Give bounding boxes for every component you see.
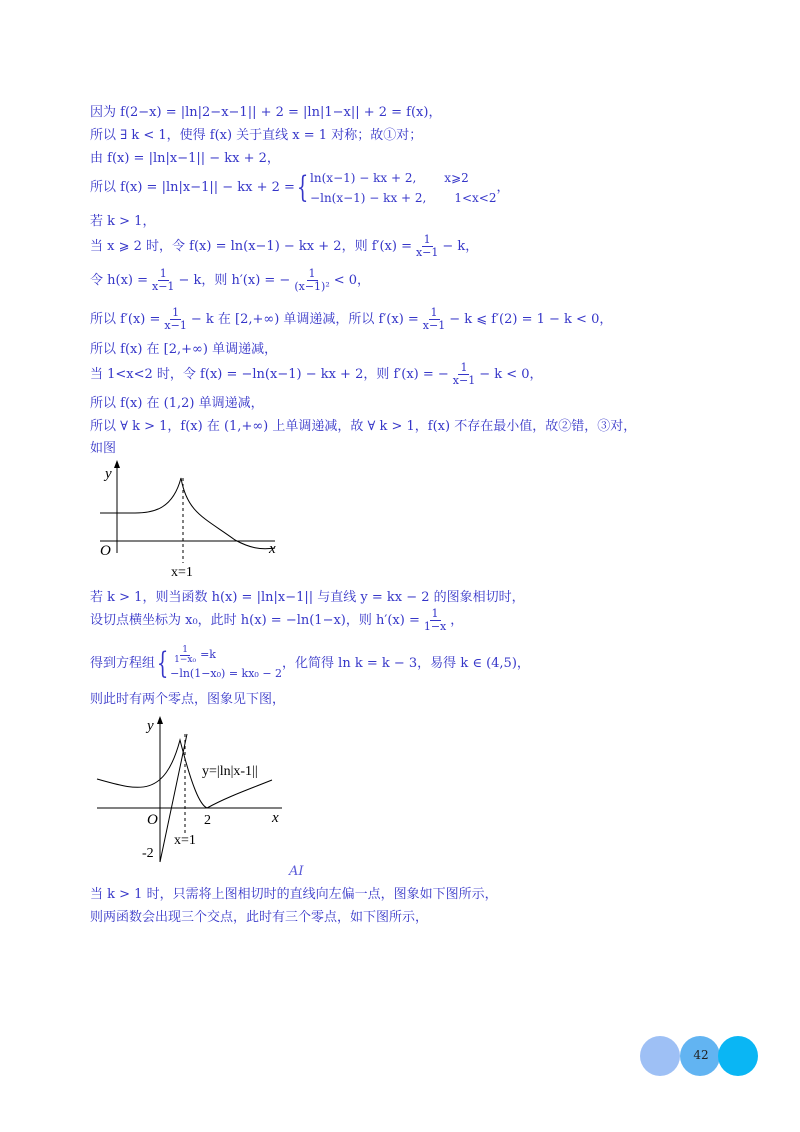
y-axis-arrow	[157, 716, 163, 724]
tick-2-label: 2	[204, 813, 211, 828]
y-label: y	[147, 718, 154, 734]
text-line-12: 所以 ∀ k > 1，f(x) 在 (1,+∞) 上单调递减，故 ∀ k > 1，f(x) 不存在最小值，故②错，③对，	[90, 419, 637, 434]
text-line-6: 当 x ⩾ 2 时，令 f(x) = ln(x−1) − kx + 2，则 f′(x) = $\frac{1}{x-1}$ − k，	[90, 233, 479, 259]
text-line-17: 则此时有两个零点，图象见下图，	[90, 692, 286, 707]
text-line-5: 若 k > 1，	[90, 214, 156, 229]
piecewise-cases: ln(x−1) − kx + 2, x⩾2 −ln(x−1) − kx + 2, 1<x<2	[310, 171, 497, 205]
graph-2	[92, 712, 292, 867]
y-axis-arrow	[114, 460, 120, 468]
page-number: 42	[693, 1048, 709, 1062]
text-line-19: 则两函数会出现三个交点，此时有三个零点，如下图所示，	[90, 910, 429, 925]
text-line-13: 如图	[90, 441, 117, 456]
tick-minus2-label: -2	[142, 846, 154, 861]
text-line-15: 设切点横坐标为 x₀，此时 h(x) = −ln(1−x)，则 h′(x) = $\frac{1}{1-x}$ ，	[90, 607, 464, 633]
x-label: x	[272, 810, 279, 826]
function-curve	[100, 478, 275, 549]
x-label: x	[269, 541, 276, 557]
origin-label: O	[147, 812, 158, 828]
text-line-3: 由 f(x) = |ln|x−1|| − kx + 2，	[90, 151, 280, 166]
page-circle-3	[718, 1036, 758, 1076]
vline-label: x=1	[174, 833, 196, 848]
text-line-16: 得到方程组 { $\frac{1}{\text{1−x₀}}$ =k −ln(1−x₀) = kx₀ − 2 ，化简得 ln k = k − 3，易得 k ∈ (4,5)，	[90, 644, 530, 681]
page-circle-1	[640, 1036, 680, 1076]
text-line-1: 因为 f(2−x) = |ln|2−x−1|| + 2 = |ln|1−x|| + 2 = f(x)，	[90, 105, 442, 120]
graph-1	[95, 458, 295, 588]
y-label: y	[105, 466, 112, 482]
text-line-11: 所以 f(x) 在 (1,2) 单调递减，	[90, 396, 264, 411]
origin-label: O	[100, 543, 111, 559]
vline-label: x=1	[171, 565, 193, 580]
text-line-7: 令 h(x) = $\frac{1}{x-1}$ − k，则 h′(x) = − $\frac{1}{\text{(x−1)²}}$ < 0，	[90, 267, 371, 293]
text-line-8: 所以 f′(x) = $\frac{1}{x-1}$ − k 在 [2,+∞) 单调递减，所以 f′(x) = $\frac{1}{x-1}$ − k ⩽ f′(2) = 1 − k < 0，	[90, 306, 613, 332]
equation-system: $\frac{1}{\text{1−x₀}}$ =k −ln(1−x₀) = kx₀ − 2	[170, 644, 283, 680]
left-brace-2: {	[156, 646, 169, 681]
text-line-18: 当 k > 1 时，只需将上图相切时的直线向左偏一点，图象如下图所示，	[90, 887, 498, 902]
left-brace: {	[296, 170, 309, 205]
text-line-2: 所以 ∃ k < 1，使得 f(x) 关于直线 x = 1 对称；故①对；	[90, 128, 423, 143]
watermark-ai: AI	[289, 864, 304, 879]
piecewise-line: 所以 f(x) = |ln|x−1|| − kx + 2 = { ln(x−1) − kx + 2, x⩾2 −ln(x−1) − kx + 2, 1<x<2 ，	[90, 168, 510, 208]
text-line-10: 当 1<x<2 时，令 f(x) = −ln(x−1) − kx + 2，则 f′(x) = − $\frac{1}{x-1}$ − k < 0，	[90, 361, 543, 387]
text-line-9: 所以 f(x) 在 [2,+∞) 单调递减，	[90, 342, 278, 357]
text-line-14: 若 k > 1，则当函数 h(x) = |ln|x−1|| 与直线 y = kx − 2 的图象相切时，	[90, 590, 525, 605]
curve-label: y=|ln|x-1||	[202, 764, 258, 779]
